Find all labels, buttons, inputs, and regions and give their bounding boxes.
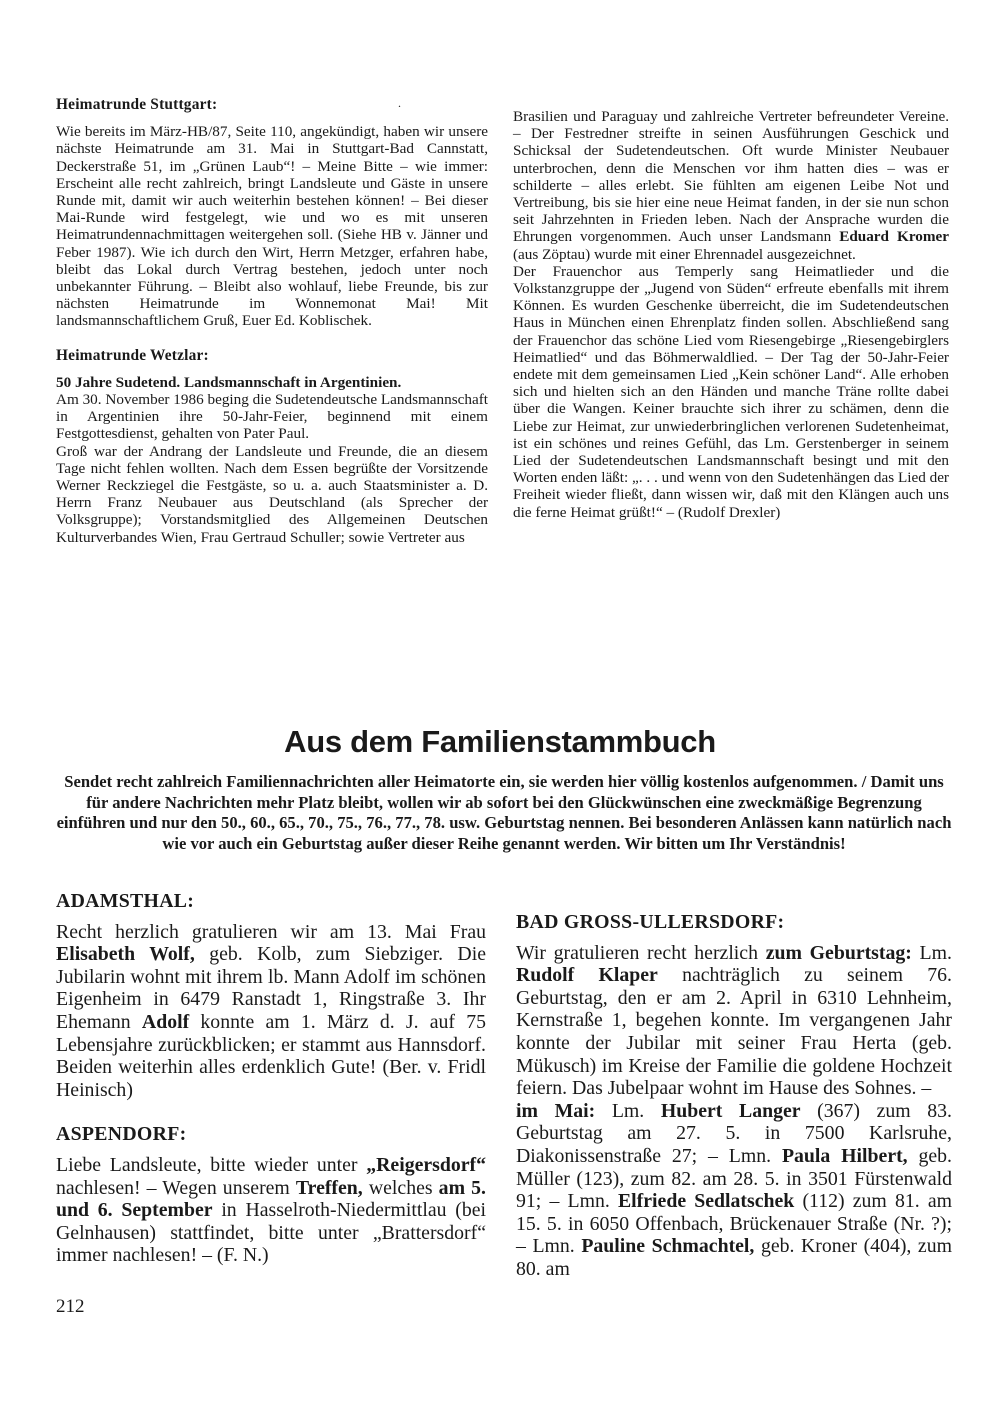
paragraph-adamsthal <box>56 921 486 1102</box>
section-title: Aus dem Familienstammbuch <box>284 724 716 759</box>
text-run: Lm. <box>919 941 952 964</box>
heading-wetzlar: Heimatrunde Wetzlar: <box>56 346 209 364</box>
text-run: geb. Kolb, zum Siebziger. Die Jubilarin wohnt mit ihrem lb. Mann Adolf im schönen Eigenheim in 6479 Ranstadt 1, Ringstraße 3. Ihr Ehemann <box>56 943 486 1033</box>
emph-im-mai: im Mai: <box>516 1099 596 1122</box>
paragraph-klaper <box>516 942 952 1100</box>
text-run: konnte am 1. März d. J. auf 75 Lebensjahre zurückblicken; er stammt aus Hannsdorf. Beiden weiterhin alles erdenklich Gute! (Ber. v. Fridl Heinisch) <box>56 1010 486 1101</box>
paragraph-may-birthdays <box>516 1100 952 1281</box>
text-run: (aus Zöptau) wurde mit einer Ehrennadel ausgezeichnet. <box>513 245 856 263</box>
heading-bad-gross-ullersdorf: BAD GROSS-ULLERSDORF: <box>516 911 785 933</box>
text-run: nachträglich zu seinem 76. Geburtstag, den er am 2. April in 6310 Lehnheim, Kernstraße 1, begehen konnte. Im vergangenen Jahr konnte der Jubilar mit seiner Frau Herta (geb. Mükusch) im Kreise der Familie die goldene Hochzeit feiern. Das Jubelpaar wohnt im Hause des Sohnes. – <box>516 964 952 1100</box>
emph-date: am 5. und 6. September <box>56 1176 486 1222</box>
section-notice: Sendet recht zahlreich Familiennachrichten aller Heimatorte ein, sie werden hier völlig kostenlos aufgenommen. / Damit uns für andere Nachrichten mehr Platz bleibt, wollen wir ab sofort bei den Glückwünschen eine zweckmäßige Begrenzung einführen und nur den 50., 60., 65., 70., 75., 76., 77., 78. usw. Geburtstag nennen. Bei besonderen Anlässen kann natürlich nach wie vor auch ein Geburtstag außer dieser Reihe genannt werden. Wir bitten um Ihr Verständnis! <box>56 772 952 853</box>
text-run: welches <box>368 1176 433 1199</box>
name-pauline-schmachtel: Pauline Schmachtel, <box>581 1235 755 1258</box>
subheading-argentina: 50 Jahre Sudetend. Landsmannschaft in Argentinien. <box>56 373 402 391</box>
column-left-bottom <box>56 890 486 1267</box>
text-run: geb. Müller (123), zum 82. am 28. 5. in 3501 Fürstenwald 91; – Lmn. <box>516 1144 953 1213</box>
paragraph-festival-1 <box>513 108 949 263</box>
name-kromer: Eduard Kromer <box>839 228 950 246</box>
text-run: nachlesen! – Wegen unserem <box>56 1176 290 1199</box>
text-run: geb. Kroner (404), zum 80. am <box>516 1235 952 1280</box>
emph-birthday: zum Geburtstag: <box>765 941 912 964</box>
paragraph-argentina-2: Groß war der Andrang der Landsleute und Freunde, die an diesem Tage nicht fehlen wollten. Nach dem Essen begrüßte der Vorsitzende Werner Reckziegel die Festgäste, so u. a. auch Staatsminister a. D. Herrn Franz Neubauer aus Deutschland (als Sprecher der Volksgruppe); Vorstandsmitglied des Allgemeinen Deutschen Kulturverbandes Wien, Frau Gertraud Schuller; sowie Vertreter aus <box>56 442 488 546</box>
page-number: 212 <box>56 1296 85 1317</box>
name-elfriede-sedlatschek: Elfriede Sedlatschek <box>617 1190 795 1213</box>
column-right-bottom <box>516 911 952 1281</box>
emph-reigersdorf: „Reigersdorf“ <box>366 1153 486 1176</box>
text-run: Lm. <box>611 1099 645 1122</box>
text-run: Brasilien und Paraguay und zahlreiche Vertreter befreundeter Vereine. – Der Festredner streifte in seinen Ausführungen Geschick und Schicksal der Sudetendeutschen. Oft wurde Minister Neubauer unterbrochen, denn die Menschen vor ihm hatten dies – was er schilderte – alles erlebt. Sie fühlten am eigenen Leibe Not und Vertreibung, bis sie hier eine neue Heimat fanden, in der sie nun schon seit Jahrzehnten in Frieden leben. Nach der Ansprache wurden die Ehrungen vorgenommen. Auch unser Landsmann <box>513 108 949 246</box>
paragraph-aspendorf <box>56 1154 486 1267</box>
paragraph-argentina-1: Am 30. November 1986 beging die Sudetendeutsche Landsmannschaft in Argentinien ihre 50-Jahr-Feier, beginnend mit einem Festgottesdienst, gehalten von Pater Paul. <box>56 391 488 443</box>
text-run: Recht herzlich gratulieren wir am 13. Mai Frau <box>56 920 486 943</box>
name-adolf: Adolf <box>141 1010 190 1033</box>
paragraph-festival-2: Der Frauenchor aus Temperly sang Heimatlieder und die Volkstanzgruppe der „Jugend von Süden“ erfreute ebenfalls mit ihrem Können. Es wurden Geschenke überreicht, die im Sudetendeutschen Haus in München einen Ehrenplatz finden sollen. Abschließend sang der Frauenchor das schöne Lied vom Riesengebirge „Riesengebirglers Heimatlied“ und das Böhmerwaldlied. – Der Tag der 50-Jahr-Feier endete mit dem gemeinsamen Lied „Kein schöner Land“. Alle erhoben sich und hielten sich an den Händen und manche Träne rollte dabei über die Wangen. Keiner brauchte sich ihrer zu schämen, denn die Liebe zur Heimat, zur unwiederbringlichen verlorenen Sudetenheimat, ist ein schönes und reines Gefühl, das Lm. Gerstenberger in seinem Lied der Sudetendeutschen Landsmannschaft besingt und mit den Worten enden läßt: „. . . und wenn von den Sudetenhängen das Lied der Freiheit wieder fließt, dann wissen wir, daß mit den Klängen auch uns die ferne Heimat grüßt!“ – (Rudolf Drexler) <box>513 262 949 521</box>
column-left-top <box>56 96 488 546</box>
name-paula-hilbert: Paula Hilbert, <box>781 1144 908 1167</box>
text-run: Liebe Landsleute, bitte wieder unter <box>56 1153 358 1176</box>
name-hubert-langer: Hubert Langer <box>660 1099 801 1122</box>
text-run: (367) zum 83. Geburtstag am 27. 5. in 7500 Karlsruhe, Diakonissenstraße 27; – Lmn. <box>516 1099 952 1167</box>
paragraph-stuttgart: Wie bereits im März-HB/87, Seite 110, angekündigt, haben wir unsere nächste Heimatrunde am 31. Mai in Stuttgart-Bad Cannstatt, Deckerstraße 51, im „Grünen Laub“! – Meine Bitte – wie immer: Erscheint alle recht zahlreich, bringt Landsleute und Gäste in unsere Runde mit, damit wir auch weiterhin bestehen können! – Bei dieser Mai-Runde wird festgelegt, wie und wo es mit unseren Heimatrundennachmittagen weitergehen soll. (Siehe HB v. Jänner und Feber 1987). Wie ich durch den Wirt, Herrn Metzger, erfahren habe, bleibt das Lokal durch Vertrag bestehen, jedoch unter noch unbekannter Führung. – Bleibt also wohlauf, liebe Freunde, bis zur nächsten Heimatrunde im Wonnemonat Mai! Mit landsmannschaftlichem Gruß, Euer Ed. Koblischek. <box>56 123 488 330</box>
text-run: (112) zum 81. am 15. 5. in 6050 Offenbach, Brückenauer Straße (Nr. ?); – Lmn. <box>516 1190 953 1258</box>
emph-treffen: Treffen, <box>295 1176 363 1199</box>
name-rudolf-klaper: Rudolf Klaper <box>516 964 658 987</box>
heading-aspendorf: ASPENDORF: <box>56 1123 187 1146</box>
heading-adamsthal: ADAMSTHAL: <box>56 890 195 912</box>
name-elisabeth-wolf: Elisabeth Wolf, <box>56 943 195 966</box>
heading-stuttgart: Heimatrunde Stuttgart: <box>56 96 218 113</box>
text-run: Wir gratulieren recht herzlich <box>516 941 758 964</box>
text-run: in Hasselroth-Niedermittlau (bei Gelnhausen) stattfindet, bitte unter „Brattersdorf“ immer nachlesen! – (F. N.) <box>56 1199 487 1267</box>
stray-mark: . <box>398 96 401 110</box>
column-right-top <box>513 108 949 521</box>
